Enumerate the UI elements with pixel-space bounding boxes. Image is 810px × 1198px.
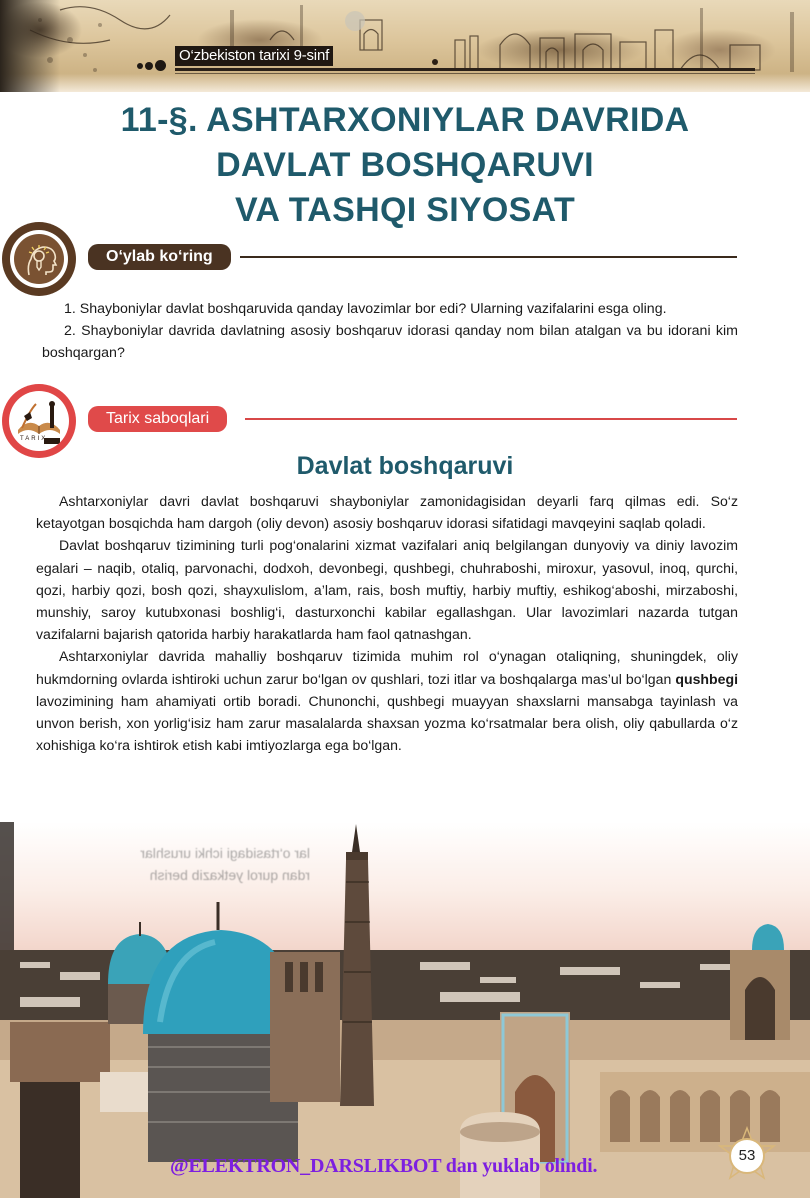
- think-emblem: [2, 222, 76, 296]
- history-section-label: Tarix saboqlari: [88, 406, 227, 432]
- book-title: O‘zbekiston tarixi 9-sinf: [175, 46, 333, 66]
- bleed-through-text: lar o‘rtasidagi ichki urushlar rdan qurol yetkazib berish: [140, 845, 310, 883]
- header-rule: [175, 68, 755, 71]
- paragraph-3-part-1: Ashtarxoniylar davrida mahalliy boshqaruv tizimida muhim rol o‘ynagan otaliqning, shuningdek, oliy hukmdorning ovlarda ishtiroki uchun zarur bo‘lgan ov qushlari, tozi itlar va boshqalarga mas’ul bo‘lgan: [36, 648, 738, 687]
- bukhara-cityscape-illustration: [0, 822, 810, 1198]
- think-section-rule: [240, 256, 737, 258]
- chapter-title: [60, 98, 750, 233]
- paragraph-1: Ashtarxoniylar davri davlat boshqaruvi shayboniylar zamonidagisidan deyarli farq qilmas edi. So‘z ketayotgan bosqichda ham dargoh (oliy devon) asosiy boshqaruv idorasi sifatidagi mavqeyini saqlab qoladi.: [36, 493, 738, 532]
- cityscape-drawing: [0, 822, 810, 1198]
- city-skyline-sketch-icon: [0, 0, 810, 92]
- page-number: 53: [729, 1138, 765, 1174]
- chapter-title-line1: 11-§. ASHTARXONIYLAR DAVRIDA: [120, 101, 690, 139]
- paragraph-3-part-2: lavozimining ham ahamiyati ortib boradi. Chunonchi, qushbegi muayyan shaxslarni mansabga tayinlash va unvon berish, xon yorlig‘isiz ham zarur masalalarda shaxsan yozma ko‘rsatmalar bera olish, oliy qabullarda o‘z xohishiga ko‘ra ishtirok etish kabi imtiyozlarga ega bo‘lgan.: [36, 692, 738, 754]
- question-2: 2. Shayboniylar davrida davlatning asosiy boshqaruv idorasi qanday nom bilan atalgan va bu idorani kim boshqargan?: [42, 323, 738, 361]
- paragraph-3: [36, 645, 738, 756]
- header-rule-thin: [175, 73, 755, 74]
- history-emblem: [2, 384, 76, 458]
- article-body: [36, 490, 738, 756]
- header-banner: [0, 0, 810, 92]
- chapter-title-line2: DAVLAT BOSHQARUVI: [216, 146, 594, 184]
- question-1: 1. Shayboniylar davlat boshqaruvida qanday lavozimlar bor edi? Ularning vazifalarini esga oling.: [64, 301, 667, 317]
- article-subheading: Davlat boshqaruvi: [296, 452, 514, 480]
- chapter-title-line3: VA TASHQI SIYOSAT: [234, 191, 576, 229]
- history-section-rule: [245, 418, 737, 420]
- tarix-caption: TARIX: [20, 436, 48, 442]
- think-section-header: [0, 222, 810, 302]
- think-questions: [42, 298, 738, 364]
- download-watermark: [170, 1155, 597, 1178]
- watermark-handle: @ELEKTRON_DARSLIKBOT: [170, 1155, 441, 1177]
- watermark-suffix: dan yuklab olindi.: [440, 1155, 598, 1177]
- header-dots: [137, 60, 166, 71]
- banner-shadow: [0, 0, 60, 92]
- paragraph-2: Davlat boshqaruv tizimining turli pog‘onalarini xizmat vazifalari aniq belgilangan dunyoviy va diniy lavozim egalari – naqib, otaliq, parvonachi, dodxoh, devonbegi, qushbegi, chuhraboshi, miroxur, yasovul, inoq, qurchi, qozi, harbiy qozi, bosh qozi, shayxulislom, a’lam, rais, bosh muftiy, harbiy muftiy, eshikog‘aboshi, mirzaboshi, munshiy, saroy kutubxonasi boshlig‘i, dasturxonchi kabilar egallashgan. Ular lavozimlari nazarda tutgan vazifalarni bajarish qatorida harbiy harakatlarda ham faol qatnashgan.: [36, 537, 738, 643]
- term-qushbegi: qushbegi: [675, 670, 738, 687]
- think-section-label: O‘ylab ko‘ring: [88, 244, 231, 270]
- lightbulb-head-icon: [19, 239, 59, 279]
- book-history-icon: [10, 392, 68, 450]
